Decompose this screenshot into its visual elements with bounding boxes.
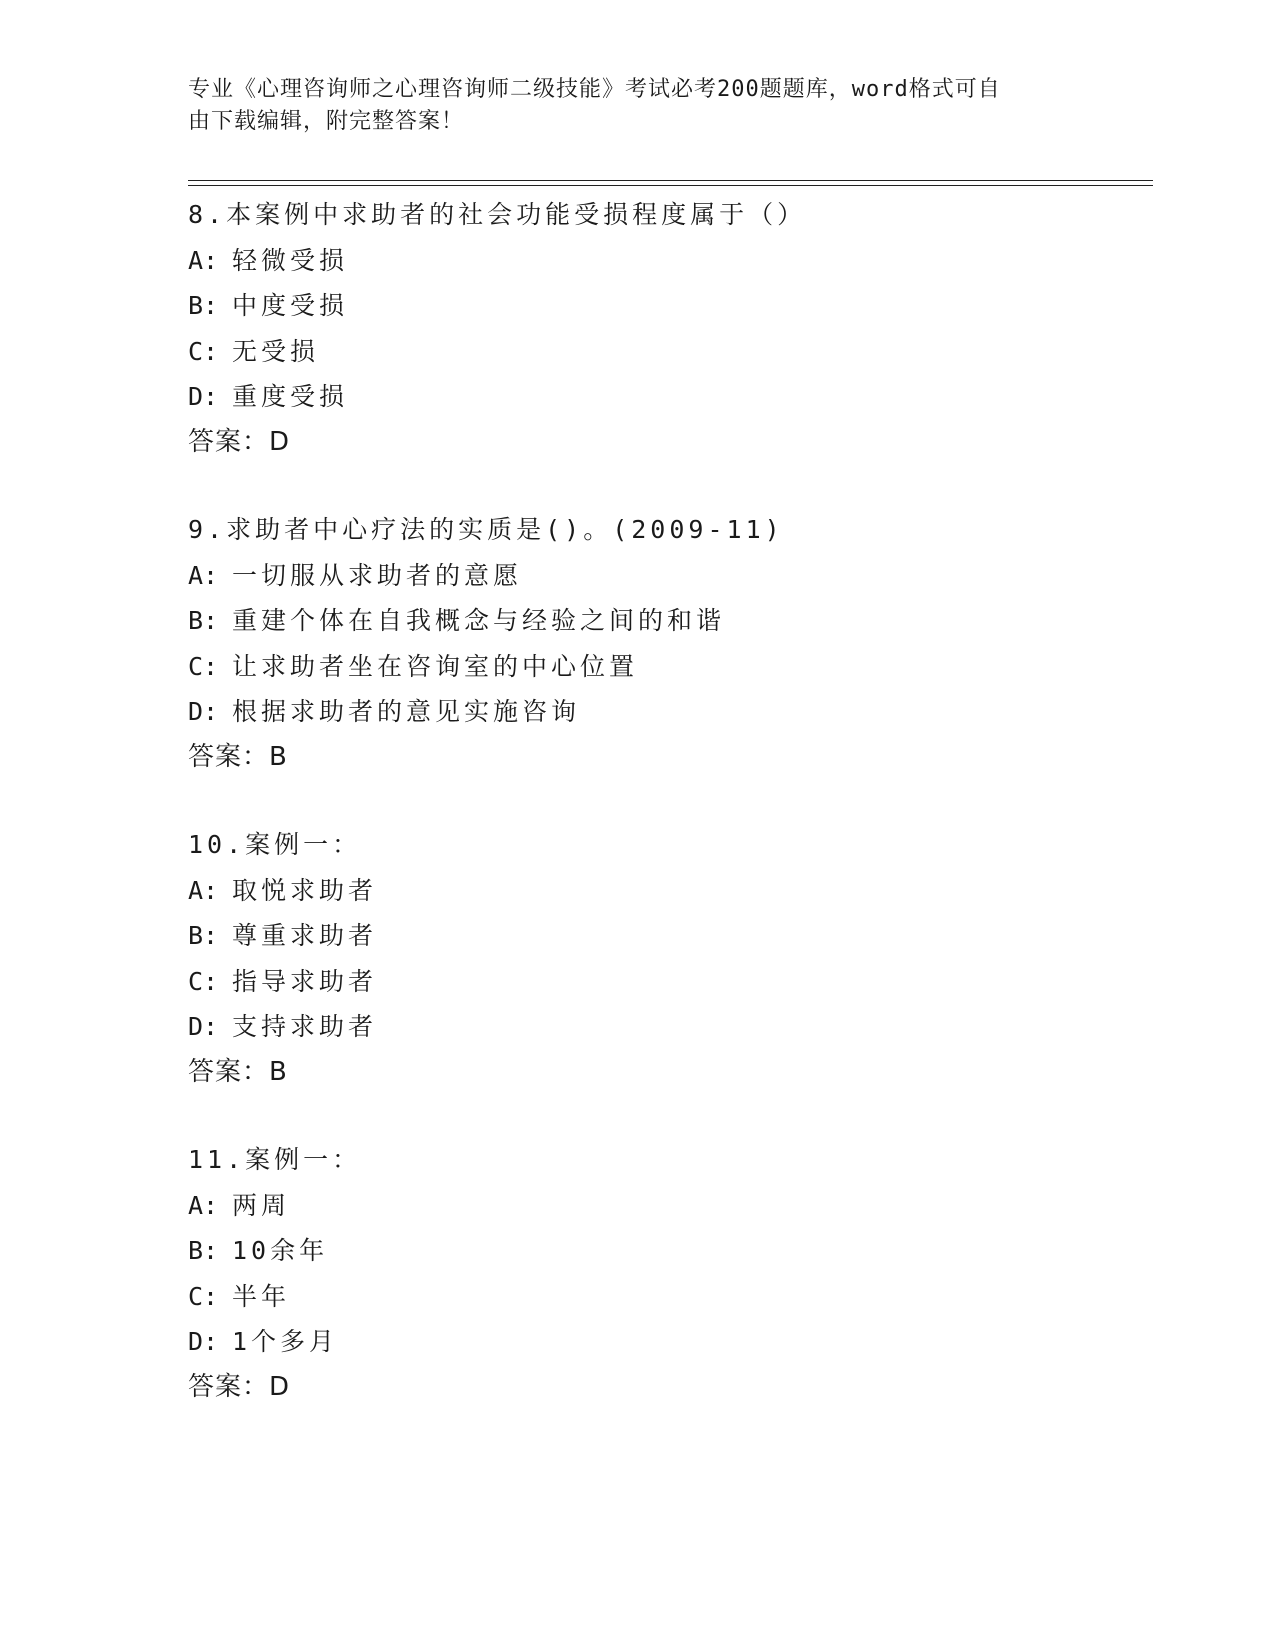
header-divider-top [188,180,1153,181]
question-stem: 8.本案例中求助者的社会功能受损程度属于（） [188,200,807,229]
header-line-2: 由下载编辑，附完整答案！ [188,109,465,134]
option-label: B: [188,1236,219,1265]
option-d [188,1004,1148,1050]
option-b [188,913,1148,959]
option-c [188,959,1148,1005]
option-text: 重建个体在自我概念与经验之间的和谐 [232,606,726,635]
option-a [188,238,1148,284]
option-d [188,689,1148,735]
option-text: 无受损 [232,336,320,366]
option-c [188,1274,1148,1320]
option-a [188,868,1148,914]
option-a [188,553,1148,599]
option-text: 半年 [232,1281,291,1311]
question-block-11 [188,1137,1148,1410]
header-divider-bottom [188,185,1153,186]
option-b [188,1228,1148,1274]
option-text: 10余年 [232,1236,329,1265]
option-text: 根据求助者的意见实施咨询 [232,697,581,726]
option-b [188,283,1148,329]
question-block-8 [188,192,1148,465]
header-line-1: 专业《心理咨询师之心理咨询师二级技能》考试必考200题题库，word格式可自 [188,77,1001,102]
option-label: C: [188,1281,219,1311]
option-text: 重度受损 [232,382,349,411]
answer-line: 答案：B [188,741,288,772]
option-text: 两周 [232,1190,291,1220]
option-text: 轻微受损 [232,245,349,275]
option-c [188,644,1148,690]
option-d [188,374,1148,420]
option-text: 1个多月 [232,1327,339,1356]
option-label: A: [188,1190,219,1220]
option-text: 指导求助者 [232,966,378,996]
option-label: D: [188,1327,219,1356]
option-text: 中度受损 [232,291,349,320]
answer-line: 答案：B [188,1056,288,1087]
question-block-10 [188,822,1148,1095]
option-label: A: [188,875,219,905]
option-label: A: [188,245,219,275]
answer-line: 答案：D [188,1371,291,1402]
option-label: B: [188,921,219,950]
option-label: A: [188,560,219,590]
option-label: C: [188,651,219,681]
option-text: 支持求助者 [232,1012,378,1041]
option-label: C: [188,966,219,996]
option-a [188,1183,1148,1229]
option-d [188,1319,1148,1365]
option-label: D: [188,382,219,411]
question-block-9 [188,507,1148,780]
question-stem: 10.案例一： [188,830,362,859]
option-label: D: [188,1012,219,1041]
option-text: 一切服从求助者的意愿 [232,560,523,590]
question-stem: 11.案例一： [188,1145,362,1174]
option-text: 取悦求助者 [232,875,378,905]
question-stem: 9.求助者中心疗法的实质是()。(2009-11) [188,515,784,544]
option-text: 尊重求助者 [232,921,378,950]
option-b [188,598,1148,644]
answer-line: 答案：D [188,426,291,457]
document-header [188,74,1068,138]
option-text: 让求助者坐在咨询室的中心位置 [232,651,639,681]
option-label: B: [188,606,219,635]
option-label: C: [188,336,219,366]
option-label: B: [188,291,219,320]
option-c [188,329,1148,375]
option-label: D: [188,697,219,726]
